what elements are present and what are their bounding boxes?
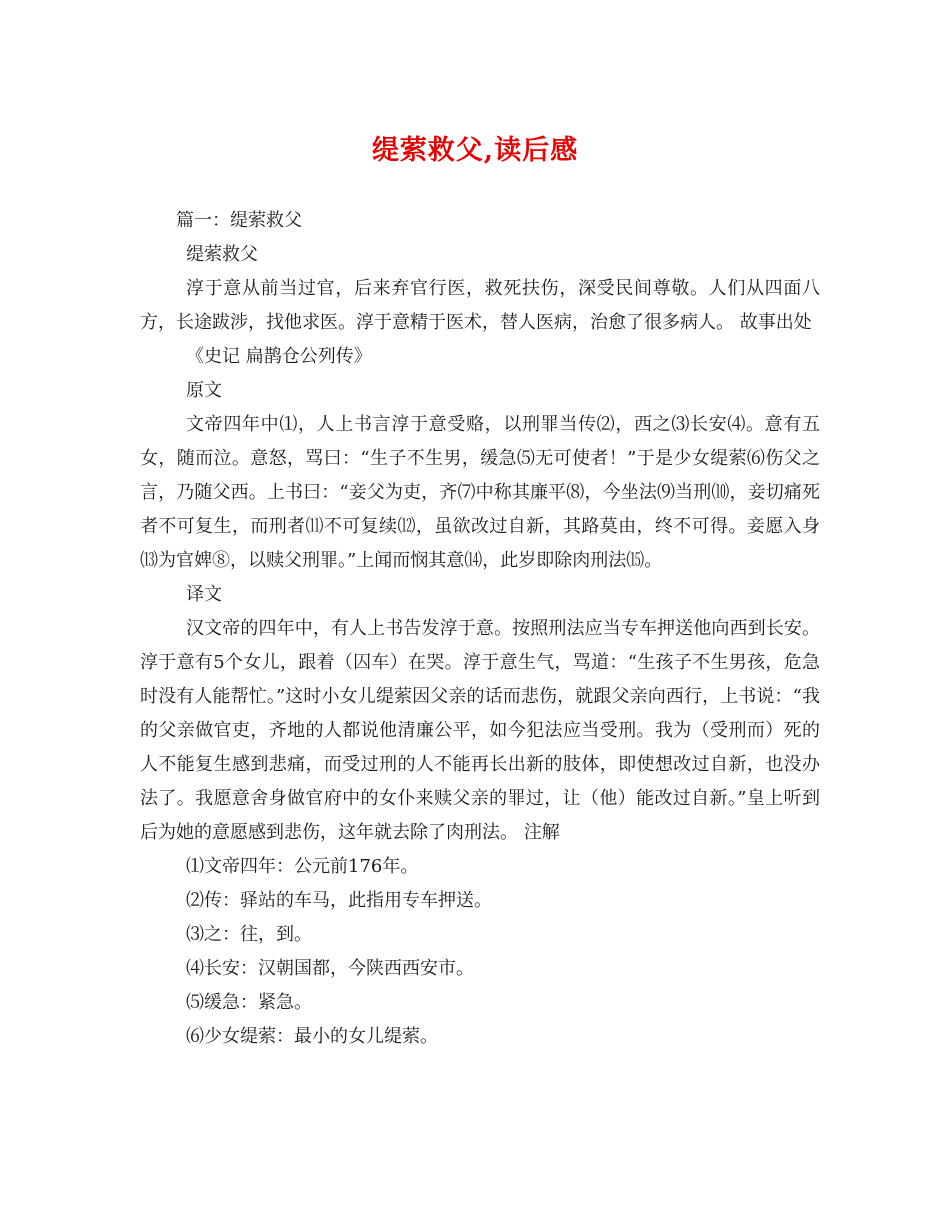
- note-item: ⑶之：往，到。: [186, 924, 312, 945]
- original-text-paragraph: 文帝四年中⑴，人上书言淳于意受赂，以刑罪当传⑵，西之⑶长安⑷。意有五女，随而泣。意怒，骂曰：“生子不生男，缓急⑸无可使者！”于是少女缇萦⑹伤父之言，乃随父西。上书曰：“妾父为吏，齐⑺中称其廉平⑻，今坐法⑼当刑⑽，妾切痛死者不可复生，而刑者⑾不可复续⑿，虽欲改过自新，其路莫由，终不可得。妾愿入身⒀为官婢⑧，以赎父刑罪。”上闻而悯其意⒁，此岁即除肉刑法⒂。: [140, 414, 820, 571]
- translation-heading: 译文: [186, 584, 222, 605]
- note-item: ⑴文帝四年：公元前176年。: [186, 856, 419, 877]
- document-body: [140, 204, 820, 1054]
- note-item: ⑷长安：汉朝国都，今陕西西安市。: [186, 958, 474, 979]
- note-item: ⑹少女缇萦：最小的女儿缇萦。: [186, 1026, 438, 1047]
- translation-paragraph: 汉文帝的四年中，有人上书告发淳于意。按照刑法应当专车押送他向西到长安。淳于意有5个女儿，跟着（囚车）在哭。淳于意生气，骂道：“生孩子不生男孩，危急时没有人能帮忙。”这时小女儿缇萦因父亲的话而悲伤，就跟父亲向西行，上书说：“我的父亲做官吏，齐地的人都说他清廉公平，如今犯法应当受刑。我为（受刑而）死的人不能复生感到悲痛，而受过刑的人不能再长出新的肢体，即使想改过自新，也没办法了。我愿意舍身做官府中的女仆来赎父亲的罪过，让（他）能改过自新。”皇上听到后为她的意愿感到悲伤，这年就去除了肉刑法。 注解: [140, 618, 820, 843]
- original-heading: 原文: [186, 380, 222, 401]
- source-citation: 《史记 扁鹊仓公列传》: [186, 346, 372, 367]
- story-title: 缇萦救父: [186, 244, 258, 265]
- section-heading: 篇一：缇萦救父: [176, 210, 302, 231]
- intro-paragraph: 淳于意从前当过官，后来弃官行医，救死扶伤，深受民间尊敬。人们从四面八方，长途跋涉，找他求医。淳于意精于医术，替人医病，治愈了很多病人。 故事出处: [140, 278, 820, 333]
- document-title: 缇萦救父,读后感: [371, 135, 579, 166]
- note-item: ⑵传：驿站的车马，此指用专车押送。: [186, 890, 492, 911]
- note-item: ⑸缓急：紧急。: [186, 992, 312, 1013]
